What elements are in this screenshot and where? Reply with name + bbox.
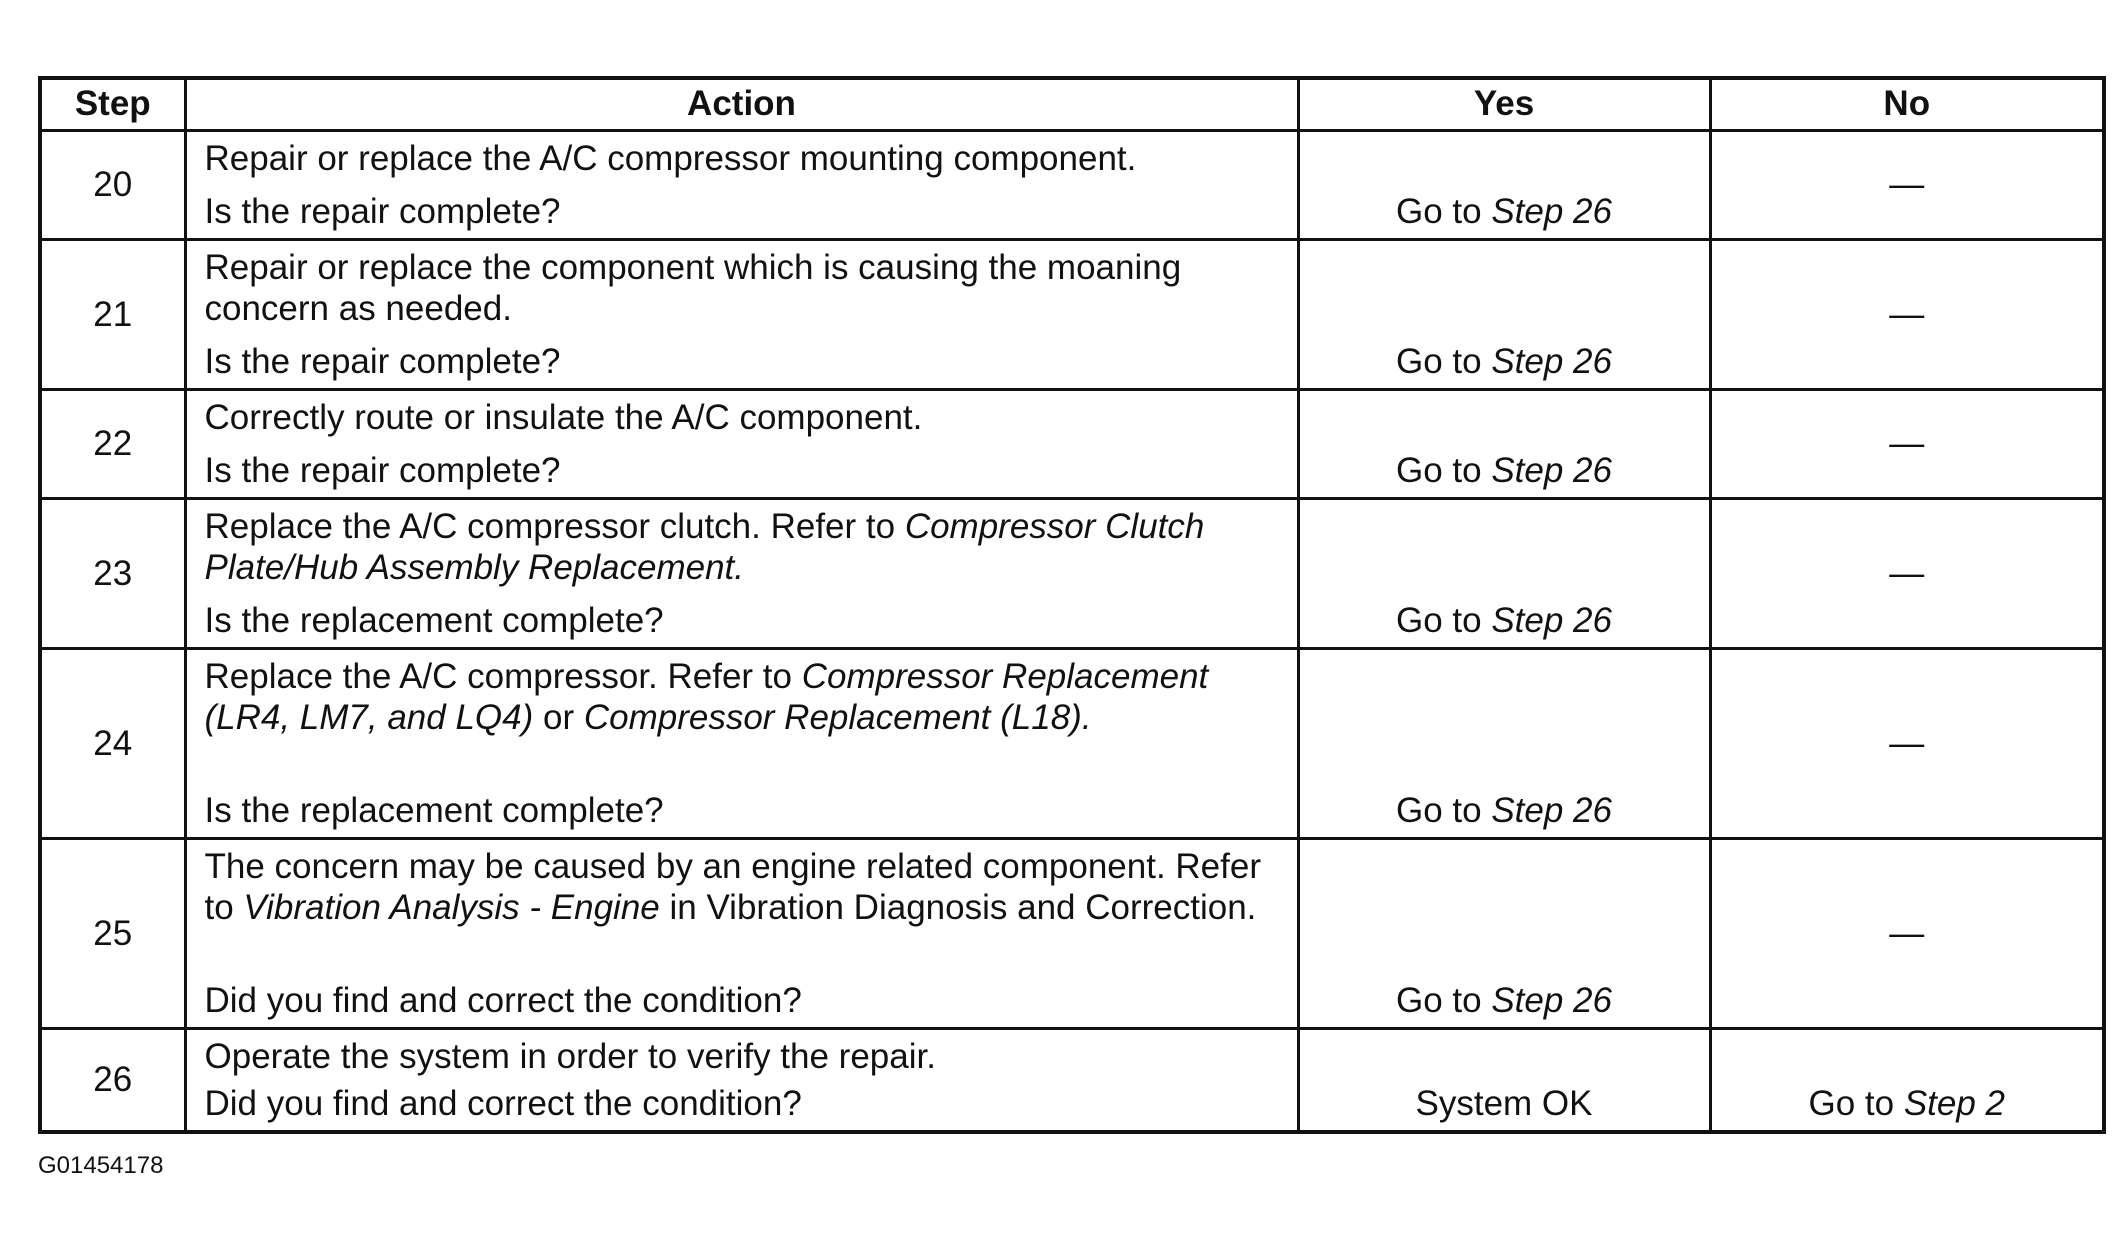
yes-prefix: Go to xyxy=(1396,980,1492,1020)
action-text xyxy=(205,846,1283,928)
action-prefix: Replace the A/C compressor. Refer to xyxy=(204,656,802,696)
no-cell: — xyxy=(1710,130,2104,239)
no-step-link: Step 2 xyxy=(1903,1084,2006,1123)
step-number: 21 xyxy=(40,239,185,389)
table-row xyxy=(40,838,2104,1028)
yes-step-link: Step 26 xyxy=(1491,790,1612,830)
action-text xyxy=(205,656,1283,738)
table-row xyxy=(40,239,2104,389)
table-row xyxy=(40,130,2104,239)
yes-prefix: Go to xyxy=(1396,790,1492,830)
header-step: Step xyxy=(40,78,185,130)
action-text: Repair or replace the A/C compressor mounting component. xyxy=(204,138,1137,178)
yes-cell: System OK xyxy=(1298,1028,1710,1132)
action-cell xyxy=(185,1028,1298,1132)
action-question: Is the repair complete? xyxy=(204,341,561,381)
action-prefix: Replace the A/C compressor clutch. Refer to xyxy=(204,506,905,546)
table-row xyxy=(40,1028,2104,1132)
table-row xyxy=(40,389,2104,498)
procedure-reference: Vibration Analysis - Engine xyxy=(243,887,660,927)
yes-prefix: Go to xyxy=(1396,600,1492,640)
yes-cell xyxy=(1298,838,1710,1028)
diagnostic-table xyxy=(38,76,2106,1134)
action-question: Is the repair complete? xyxy=(204,191,561,231)
yes-step-link: Step 26 xyxy=(1491,980,1612,1020)
yes-step-link: Step 26 xyxy=(1491,600,1612,640)
yes-cell xyxy=(1298,389,1710,498)
procedure-reference: Compressor Replacement (LR4, LM7, and LQ4) xyxy=(204,656,1209,737)
header-action: Action xyxy=(185,78,1298,130)
action-cell xyxy=(185,838,1298,1028)
step-number: 22 xyxy=(40,389,185,498)
yes-step-link: Step 26 xyxy=(1491,341,1612,381)
no-cell: — xyxy=(1710,389,2104,498)
no-cell: — xyxy=(1710,648,2104,838)
no-cell: — xyxy=(1710,498,2104,648)
action-cell xyxy=(185,130,1298,239)
procedure-reference: Compressor Replacement (L18). xyxy=(583,697,1092,737)
yes-step-link: Step 26 xyxy=(1491,450,1612,490)
action-question: Is the replacement complete? xyxy=(204,790,664,830)
table-row xyxy=(40,498,2104,648)
no-cell: — xyxy=(1710,239,2104,389)
header-no: No xyxy=(1710,78,2104,130)
action-text: Correctly route or insulate the A/C component. xyxy=(204,397,923,437)
yes-prefix: Go to xyxy=(1396,341,1492,381)
action-cell xyxy=(185,389,1298,498)
action-prefix: The concern may be caused by an engine related component. Refer to xyxy=(204,846,1261,927)
step-number: 24 xyxy=(40,648,185,838)
action-text: Repair or replace the component which is causing the moaning concern as needed. xyxy=(204,247,1182,328)
no-cell xyxy=(1710,1028,2104,1132)
action-question: Is the replacement complete? xyxy=(204,600,664,640)
figure-id: G01454178 xyxy=(38,1152,164,1179)
action-question: Did you find and correct the condition? xyxy=(204,980,802,1020)
yes-cell xyxy=(1298,130,1710,239)
yes-prefix: Go to xyxy=(1396,450,1492,490)
no-cell: — xyxy=(1710,838,2104,1028)
step-number: 25 xyxy=(40,838,185,1028)
yes-cell xyxy=(1298,648,1710,838)
action-text xyxy=(205,506,1283,588)
action-question: Did you find and correct the condition? xyxy=(204,1084,802,1123)
yes-step-link: Step 26 xyxy=(1491,191,1612,231)
action-cell xyxy=(185,498,1298,648)
table-row xyxy=(40,648,2104,838)
no-prefix: Go to xyxy=(1808,1084,1904,1123)
action-conjunction: or xyxy=(533,697,584,737)
action-suffix: in Vibration Diagnosis and Correction. xyxy=(659,887,1257,927)
step-number: 26 xyxy=(40,1028,185,1132)
header-yes: Yes xyxy=(1298,78,1710,130)
procedure-reference: Compressor Clutch Plate/Hub Assembly Replacement. xyxy=(204,506,1205,587)
yes-prefix: Go to xyxy=(1396,191,1492,231)
action-text: Operate the system in order to verify the repair. xyxy=(204,1036,936,1076)
step-number: 20 xyxy=(40,130,185,239)
action-cell xyxy=(185,648,1298,838)
yes-cell xyxy=(1298,239,1710,389)
step-number: 23 xyxy=(40,498,185,648)
yes-cell xyxy=(1298,498,1710,648)
header-row xyxy=(40,78,2104,130)
action-cell xyxy=(185,239,1298,389)
action-question: Is the repair complete? xyxy=(204,450,561,490)
